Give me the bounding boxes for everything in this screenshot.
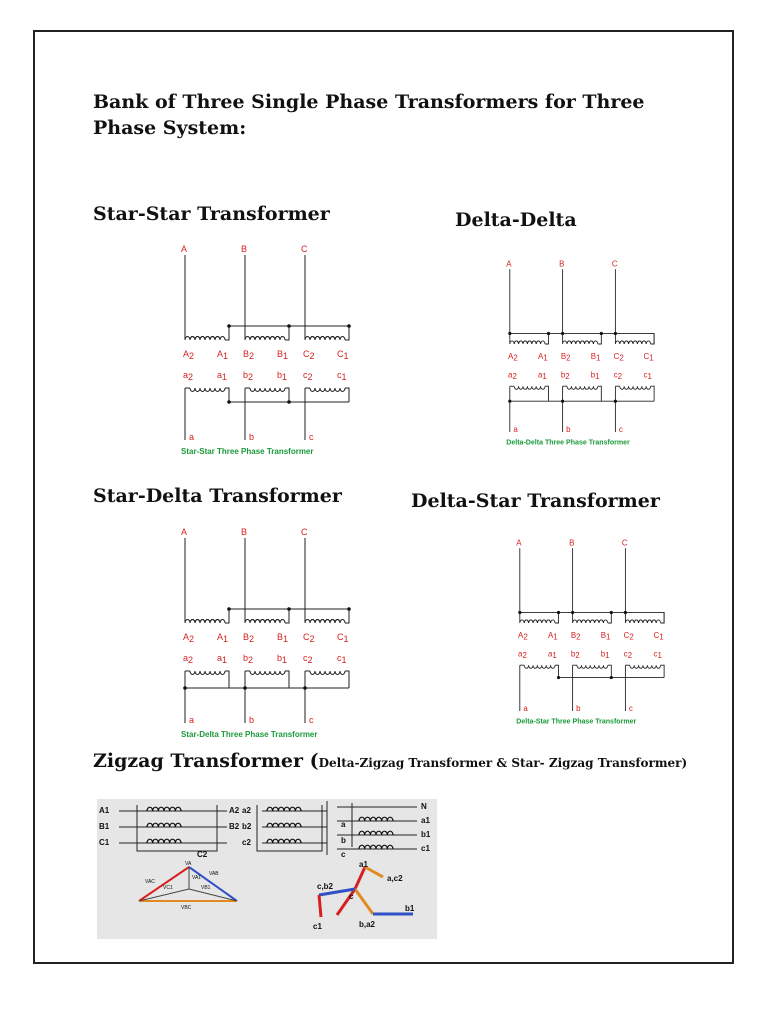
star-delta-heading: Star-Delta Transformer [93, 485, 342, 507]
secondary-end-label: a1 [217, 370, 228, 382]
primary-end-label: A2 [518, 630, 528, 642]
primary-phase-label: A [516, 538, 522, 548]
secondary-phase-label: b [249, 715, 255, 725]
primary-junction-dot [347, 607, 351, 611]
transformer-bank [181, 527, 351, 739]
secondary-coil-tail [545, 386, 549, 401]
primary-end-label: B1 [600, 630, 611, 642]
diagram-caption: Star-Delta Three Phase Transformer [181, 730, 318, 739]
primary-coil-tail [608, 612, 612, 623]
primary-coil-turns [567, 341, 598, 344]
secondary-junction-dot [508, 400, 511, 403]
zigzag-label-a: a [341, 820, 346, 829]
primary-junction-dot [227, 324, 231, 328]
secondary-end-label: b2 [243, 370, 254, 382]
document-page [33, 30, 734, 964]
zigzag-heading [93, 749, 687, 775]
primary-end-label: A2 [183, 349, 195, 361]
secondary-end-label: c2 [613, 370, 622, 382]
primary-junction-dot [287, 607, 291, 611]
secondary-phase-label: a [523, 704, 528, 713]
primary-phase-label: A [181, 527, 188, 537]
secondary-end-label: c1 [337, 653, 347, 665]
zigzag-label-a1: a1 [421, 816, 430, 825]
zigzag-label-c1: c1 [421, 844, 430, 853]
primary-coil-turns [630, 620, 661, 623]
secondary-phase-label: b [566, 425, 571, 434]
secondary-coil-turns [250, 388, 285, 392]
secondary-junction-dot [557, 676, 560, 679]
secondary-end-label: a1 [547, 649, 557, 661]
secondary-coil-tail [345, 671, 349, 688]
delta-delta-diagram [457, 256, 657, 456]
primary-coil-turns [310, 620, 345, 624]
primary-end-label: B1 [277, 349, 289, 361]
secondary-phase-label: a [189, 715, 195, 725]
primary-phase-label: B [241, 527, 248, 537]
primary-junction-dot [347, 324, 351, 328]
primary-junction-dot [518, 611, 521, 614]
primary-end-label: B2 [243, 349, 255, 361]
primary-coil-tail [345, 326, 349, 340]
zigzag-label-b1-left: B1 [99, 822, 110, 831]
zigzag-heading-subtitle: Delta-Zigzag Transformer & Star- Zigzag Transformer) [318, 756, 688, 770]
zigzag-phasor-label-c1: c1 [313, 922, 322, 931]
diagram-caption: Delta-Star Three Phase Transformer [516, 718, 637, 726]
primary-phase-label: B [569, 538, 575, 548]
secondary-end-label: b2 [570, 649, 580, 661]
secondary-coil-turns [567, 386, 598, 389]
primary-junction-dot [227, 607, 231, 611]
phasor-label-va1: VA1 [192, 875, 202, 881]
secondary-coil-tail [225, 388, 229, 402]
secondary-junction-dot [614, 400, 617, 403]
primary-phase-label: B [559, 259, 565, 269]
zigzag-phasor-c-tip [319, 895, 321, 917]
zigzag-label-c2: C2 [197, 850, 208, 859]
zigzag-label-b2: b2 [242, 822, 252, 831]
primary-end-label: A1 [217, 632, 229, 644]
primary-end-label: B1 [590, 351, 601, 363]
document-title [93, 90, 713, 141]
delta-delta-heading: Delta-Delta [455, 209, 577, 231]
primary-end-label: A1 [217, 349, 229, 361]
zigzag-winding-diagram [97, 799, 437, 859]
secondary-end-label: c2 [623, 649, 632, 661]
primary-end-label: C2 [303, 349, 315, 361]
primary-coil-turns [577, 620, 608, 623]
diagram-caption: Delta-Delta Three Phase Transformer [506, 439, 630, 447]
secondary-phase-label: a [189, 432, 195, 442]
secondary-phase-label: b [249, 432, 255, 442]
primary-end-label: A1 [537, 351, 548, 363]
primary-junction-dot [561, 332, 564, 335]
star-star-diagram [125, 240, 349, 456]
primary-phase-label: C [621, 538, 628, 548]
zigzag-phasor-label-a1: a1 [359, 860, 368, 869]
secondary-end-label: b1 [590, 370, 600, 382]
primary-junction-dot [614, 332, 617, 335]
primary-junction-dot [547, 332, 550, 335]
primary-coil-tail [598, 333, 602, 344]
secondary-coil-turns [190, 671, 225, 675]
primary-end-label: B2 [560, 351, 571, 363]
zigzag-label-c2-mid: c2 [242, 838, 251, 847]
secondary-end-label: c2 [303, 370, 313, 382]
primary-phase-label: A [181, 244, 188, 254]
primary-phase-label: C [611, 259, 618, 269]
secondary-coil-tail [285, 671, 289, 688]
secondary-phase-label: a [513, 425, 518, 434]
primary-coil-turns [620, 341, 651, 344]
secondary-coil-tail [608, 665, 612, 677]
star-star-heading: Star-Star Transformer [93, 203, 330, 225]
primary-coil-tail [555, 612, 559, 623]
phasor-label-vb1: VB1 [201, 885, 211, 891]
secondary-coil-turns [310, 388, 345, 392]
secondary-end-label: c1 [643, 370, 652, 382]
secondary-coil-tail [651, 386, 655, 401]
zigzag-label-a2-right: A2 [229, 806, 240, 815]
primary-coil-turns [524, 620, 555, 623]
transformer-bank [516, 539, 664, 726]
zigzag-phasor-label-c: c [349, 892, 354, 901]
secondary-coil-turns [310, 671, 345, 675]
secondary-phase-label: c [309, 432, 314, 442]
primary-coil-turns [514, 341, 545, 344]
primary-coil-tail [285, 326, 289, 340]
secondary-coil-tail [285, 388, 289, 402]
zigzag-label-b1: b1 [421, 830, 431, 839]
delta-star-diagram [467, 535, 667, 735]
zigzag-heading-main: Zigzag Transformer ( [93, 750, 319, 772]
zigzag-phasor-label-ba2: b,a2 [359, 920, 376, 929]
primary-coil-turns [190, 620, 225, 624]
phasor-label-vac: VAC [145, 879, 155, 885]
primary-coil-turns [250, 620, 285, 624]
zigzag-phasor-label-ac2: a,c2 [387, 874, 403, 883]
primary-end-label: C1 [643, 351, 654, 363]
secondary-end-label: a1 [537, 370, 547, 382]
secondary-junction-dot [183, 686, 187, 690]
primary-end-label: B2 [243, 632, 255, 644]
zigzag-phasor-label-cb2: c,b2 [317, 882, 334, 891]
primary-end-label: A1 [547, 630, 558, 642]
primary-end-label: B2 [570, 630, 581, 642]
phasor-label-va: VA [185, 861, 192, 867]
secondary-coil-tail [555, 665, 559, 677]
primary-phase-label: C [301, 527, 308, 537]
secondary-end-label: a2 [183, 653, 194, 665]
secondary-junction-dot [227, 400, 231, 404]
primary-end-label: A2 [183, 632, 195, 644]
primary-coil-tail [225, 326, 229, 340]
primary-coil-tail [661, 612, 665, 623]
secondary-coil-tail [345, 388, 349, 402]
document-title-line-1: Bank of Three Single Phase Transformers for Three [93, 91, 645, 113]
zigzag-label-b: b [341, 836, 346, 845]
primary-end-label: C1 [337, 349, 349, 361]
primary-phase-label: C [301, 244, 308, 254]
secondary-coil-tail [598, 386, 602, 401]
primary-coil-tail [225, 609, 229, 623]
secondary-phase-label: c [309, 715, 314, 725]
secondary-end-label: a2 [508, 370, 517, 382]
secondary-coil-turns [250, 671, 285, 675]
zigzag-label-a1-left: A1 [99, 806, 110, 815]
secondary-junction-dot [610, 676, 613, 679]
secondary-coil-turns [190, 388, 225, 392]
diagram-caption: Star-Star Three Phase Transformer [181, 447, 314, 456]
primary-coil-turns [250, 337, 285, 341]
secondary-coil-turns [630, 665, 661, 668]
secondary-end-label: c1 [653, 649, 662, 661]
primary-junction-dot [557, 611, 560, 614]
primary-junction-dot [610, 611, 613, 614]
transformer-bank [506, 260, 654, 447]
secondary-end-label: a2 [183, 370, 194, 382]
primary-end-label: B1 [277, 632, 289, 644]
secondary-phase-label: b [576, 704, 581, 713]
primary-coil-tail [285, 609, 289, 623]
secondary-coil-turns [577, 665, 608, 668]
primary-coil-tail [651, 333, 655, 344]
primary-junction-dot [508, 332, 511, 335]
secondary-end-label: a2 [518, 649, 527, 661]
secondary-junction-dot [561, 400, 564, 403]
zigzag-label-n: N [421, 802, 427, 811]
secondary-coil-tail [661, 665, 665, 677]
secondary-phase-label: c [628, 704, 633, 713]
primary-junction-dot [600, 332, 603, 335]
secondary-coil-turns [514, 386, 545, 389]
primary-coil-tail [545, 333, 549, 344]
primary-junction-dot [571, 611, 574, 614]
zigzag-phasor-label-b1: b1 [405, 904, 415, 913]
secondary-end-label: b1 [277, 653, 288, 665]
secondary-end-label: b2 [560, 370, 570, 382]
zigzag-label-a2: a2 [242, 806, 251, 815]
secondary-phase-label: c [618, 425, 623, 434]
primary-end-label: C2 [303, 632, 315, 644]
secondary-end-label: b2 [243, 653, 254, 665]
phasor-label-vab: VAB [209, 871, 219, 877]
primary-end-label: C1 [337, 632, 349, 644]
transformer-bank [181, 244, 351, 456]
secondary-end-label: c2 [303, 653, 313, 665]
secondary-junction-dot [243, 686, 247, 690]
secondary-junction-dot [303, 686, 307, 690]
primary-end-label: C2 [623, 630, 634, 642]
primary-end-label: A2 [508, 351, 518, 363]
zigzag-label-c1-left: C1 [99, 838, 110, 847]
document-title-line-2: Phase System: [93, 116, 247, 139]
zigzag-phasor-diagram [97, 859, 437, 939]
secondary-coil-turns [524, 665, 555, 668]
primary-end-label: C2 [613, 351, 624, 363]
primary-junction-dot [287, 324, 291, 328]
primary-end-label: C1 [653, 630, 664, 642]
primary-coil-turns [190, 337, 225, 341]
zigzag-label-c: c [341, 850, 346, 859]
secondary-end-label: c1 [337, 370, 347, 382]
secondary-end-label: b1 [277, 370, 288, 382]
secondary-junction-dot [287, 400, 291, 404]
secondary-end-label: b1 [600, 649, 610, 661]
zigzag-label-b2-right: B2 [229, 822, 240, 831]
star-delta-diagram [125, 523, 349, 739]
primary-coil-turns [310, 337, 345, 341]
primary-coil-tail [345, 609, 349, 623]
secondary-coil-tail [225, 671, 229, 688]
secondary-end-label: a1 [217, 653, 228, 665]
phasor-label-vc1: VC1 [163, 885, 173, 891]
primary-phase-label: A [506, 259, 512, 269]
primary-junction-dot [624, 611, 627, 614]
phasor-label-vbc: VBC [181, 905, 192, 911]
secondary-coil-turns [620, 386, 651, 389]
primary-phase-label: B [241, 244, 248, 254]
delta-star-heading: Delta-Star Transformer [411, 490, 660, 512]
